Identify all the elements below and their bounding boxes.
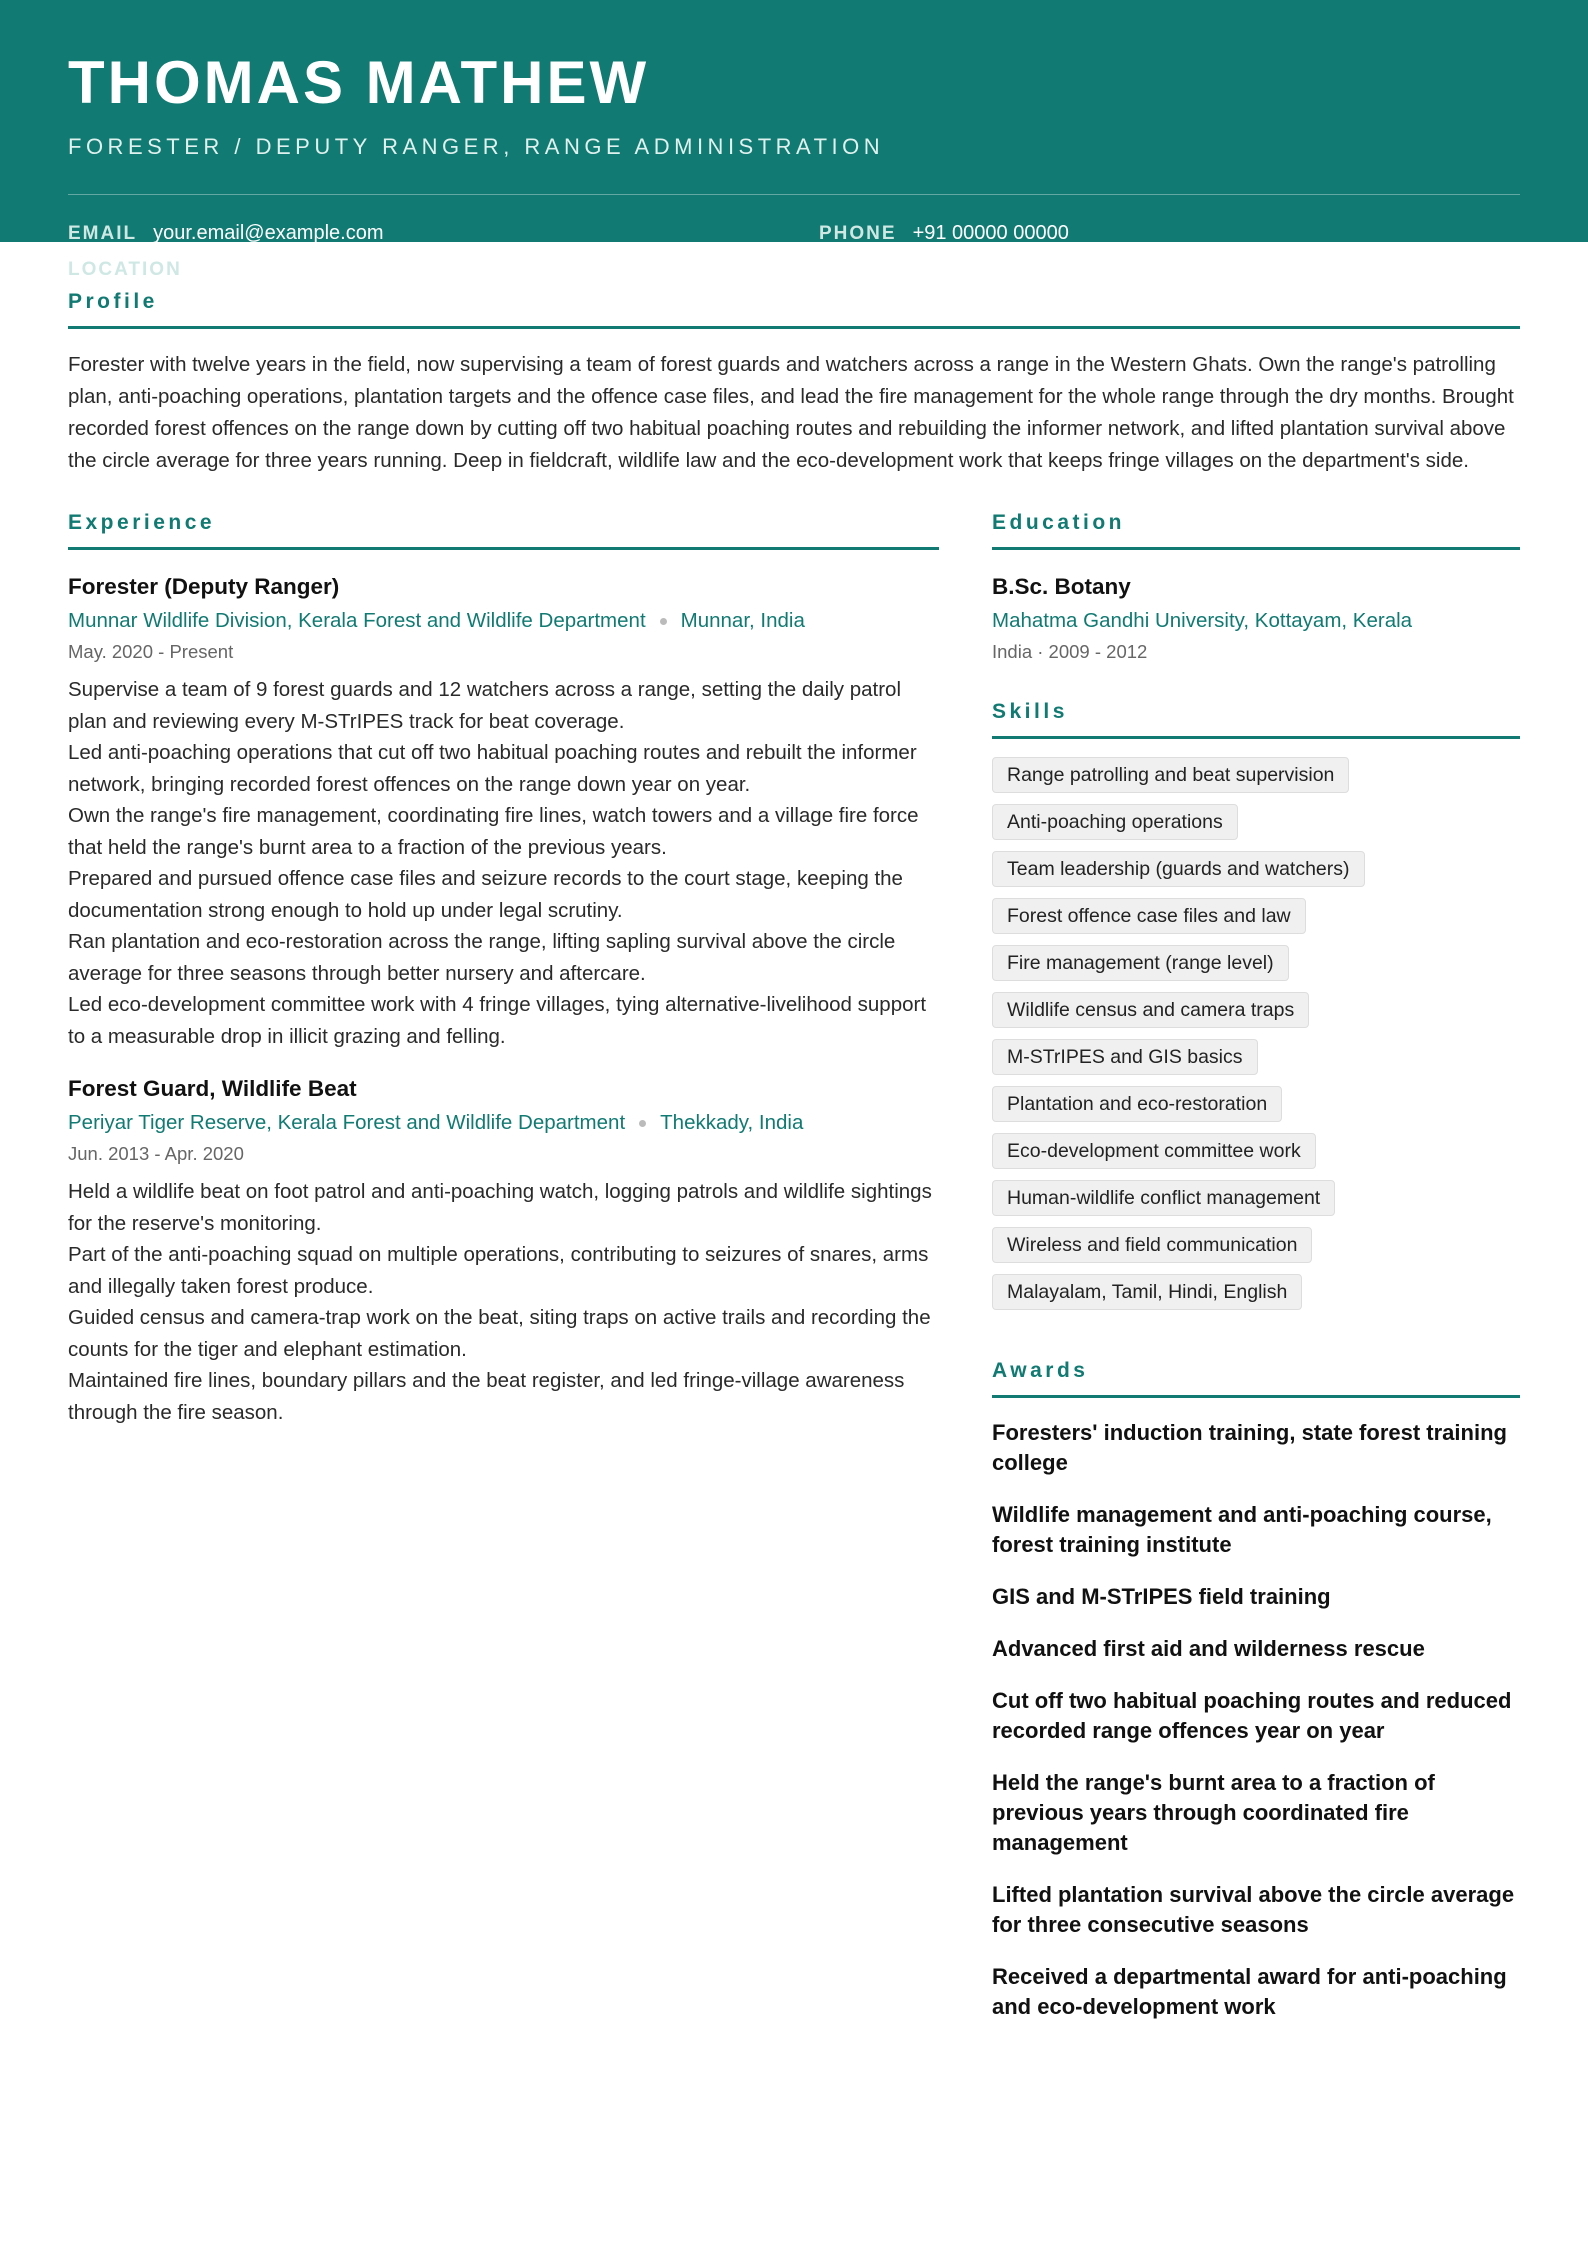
job-entry — [68, 572, 939, 1052]
skill-chip: Wireless and field communication — [992, 1227, 1312, 1263]
location-label: LOCATION — [68, 259, 182, 280]
job-bullet: Supervise a team of 9 forest guards and 12 watchers across a range, setting the daily patrol plan and reviewing every M-STrIPES track for beat coverage. — [68, 678, 901, 733]
profile-heading: Profile — [68, 290, 1520, 329]
job-bullet: Part of the anti-poaching squad on multiple operations, contributing to seizures of snares, arms and illegally taken forest produce. — [68, 1243, 929, 1298]
award-item: Lifted plantation survival above the circle average for three consecutive seasons — [992, 1882, 1515, 1937]
email-label: EMAIL — [68, 223, 138, 244]
award-item: Foresters' induction training, state forest training college — [992, 1420, 1507, 1475]
job-organization — [68, 1108, 939, 1138]
job-entry — [68, 1074, 939, 1428]
contact-location — [68, 257, 388, 282]
job-bullet: Led eco-development committee work with 4 fringe villages, tying alternative-livelihood support to a measurable drop in illicit grazing and felling. — [68, 993, 927, 1048]
sidebar-column — [992, 511, 1520, 2022]
skill-chip: Anti-poaching operations — [992, 804, 1238, 840]
profile-text: Forester with twelve years in the field, now supervising a team of forest guards and watchers across a range in the Western Ghats. Own the range's patrolling plan, anti-poaching operations, plantation targets and the offence case files, and lead the fire management for the whole range through the dry months. Brought recorded forest offences on the range down by cutting off two habitual poaching routes and rebuilding the informer network, and lifted plantation survival above the circle average for three years running. Deep in fieldcraft, wildlife law and the eco-development work that keeps fringe villages on the department's side. — [68, 353, 1514, 472]
job-responsibilities — [68, 1176, 939, 1428]
job-employer: Periyar Tiger Reserve, Kerala Forest and Wildlife Department — [68, 1111, 626, 1134]
skill-chip: Wildlife census and camera traps — [992, 992, 1309, 1028]
award-item: Cut off two habitual poaching routes and reduced recorded range offences year on year — [992, 1688, 1512, 1743]
job-title: Forester (Deputy Ranger) — [68, 574, 340, 599]
location-value: Munnar, Kerala, India — [197, 258, 388, 280]
award-item: Received a departmental award for anti-poaching and eco-development work — [992, 1964, 1507, 2019]
award-item: Advanced first aid and wilderness rescue — [992, 1636, 1425, 1661]
resume-body — [0, 290, 1588, 2019]
job-bullet: Led anti-poaching operations that cut off two habitual poaching routes and rebuilt the informer network, bringing recorded forest offences on the range down year on year. — [68, 741, 917, 796]
job-bullet: Own the range's fire management, coordinating fire lines, watch towers and a village fire force that held the range's burnt area to a fraction of the previous years. — [68, 804, 919, 859]
skill-chip: Plantation and eco-restoration — [992, 1086, 1282, 1122]
skill-chip: Forest offence case files and law — [992, 898, 1306, 934]
awards-section — [992, 1359, 1520, 2022]
phone-label: PHONE — [819, 223, 897, 244]
skill-chip: Human-wildlife conflict management — [992, 1180, 1335, 1216]
education-heading: Education — [992, 511, 1520, 550]
job-location: Thekkady, India — [660, 1111, 804, 1134]
contact-email — [68, 221, 384, 246]
skills-heading: Skills — [992, 700, 1520, 739]
job-bullet: Ran plantation and eco-restoration across the range, lifting sapling survival above the circle average for three seasons through better nursery and aftercare. — [68, 930, 896, 985]
education-section — [992, 511, 1520, 666]
education-school: Mahatma Gandhi University, Kottayam, Kerala — [992, 609, 1413, 632]
job-location: Munnar, India — [680, 609, 805, 632]
phone-value[interactable]: +91 00000 00000 — [912, 222, 1069, 244]
skills-list — [992, 757, 1520, 1321]
job-bullet: Guided census and camera-trap work on the beat, siting traps on active trails and recording the counts for the tiger and elephant estimation. — [68, 1306, 931, 1361]
job-employer: Munnar Wildlife Division, Kerala Forest and Wildlife Department — [68, 609, 646, 632]
education-meta: India · 2009 - 2012 — [992, 641, 1148, 662]
experience-section — [68, 511, 939, 1428]
skill-chip: Eco-development committee work — [992, 1133, 1316, 1169]
job-bullet: Maintained fire lines, boundary pillars and the beat register, and led fringe-village awareness through the fire season. — [68, 1369, 905, 1424]
job-organization — [68, 606, 939, 636]
candidate-headline: FORESTER / DEPUTY RANGER, RANGE ADMINISTRATION — [68, 134, 885, 159]
header-divider — [68, 194, 1520, 195]
awards-list — [992, 1418, 1520, 2022]
experience-heading: Experience — [68, 511, 939, 550]
job-dates: Jun. 2013 - Apr. 2020 — [68, 1143, 244, 1164]
awards-heading: Awards — [992, 1359, 1520, 1398]
profile-section — [68, 290, 1520, 477]
candidate-name: THOMAS MATHEW — [68, 49, 650, 116]
award-item: GIS and M-STrIPES field training — [992, 1584, 1331, 1609]
job-title: Forest Guard, Wildlife Beat — [68, 1076, 357, 1101]
skill-chip: M-STrIPES and GIS basics — [992, 1039, 1258, 1075]
skill-chip: Malayalam, Tamil, Hindi, English — [992, 1274, 1302, 1310]
job-dates: May. 2020 - Present — [68, 641, 234, 662]
separator-dot-icon — [660, 618, 667, 625]
skill-chip: Range patrolling and beat supervision — [992, 757, 1349, 793]
skills-section — [992, 700, 1520, 1321]
resume-header — [0, 0, 1588, 280]
skill-chip: Fire management (range level) — [992, 945, 1289, 981]
email-value[interactable]: your.email@example.com — [153, 222, 384, 244]
job-bullet: Prepared and pursued offence case files and seizure records to the court stage, keeping the documentation strong enough to hold up under legal scrutiny. — [68, 867, 903, 922]
award-item: Held the range's burnt area to a fraction of previous years through coordinated fire management — [992, 1770, 1435, 1855]
contact-info — [68, 221, 1520, 291]
separator-dot-icon — [639, 1120, 646, 1127]
job-bullet: Held a wildlife beat on foot patrol and anti-poaching watch, logging patrols and wildlife sightings for the reserve's monitoring. — [68, 1180, 932, 1235]
award-item: Wildlife management and anti-poaching course, forest training institute — [992, 1502, 1492, 1557]
contact-phone — [819, 221, 1069, 246]
education-degree: B.Sc. Botany — [992, 574, 1131, 599]
skill-chip: Team leadership (guards and watchers) — [992, 851, 1365, 887]
job-responsibilities — [68, 674, 939, 1052]
